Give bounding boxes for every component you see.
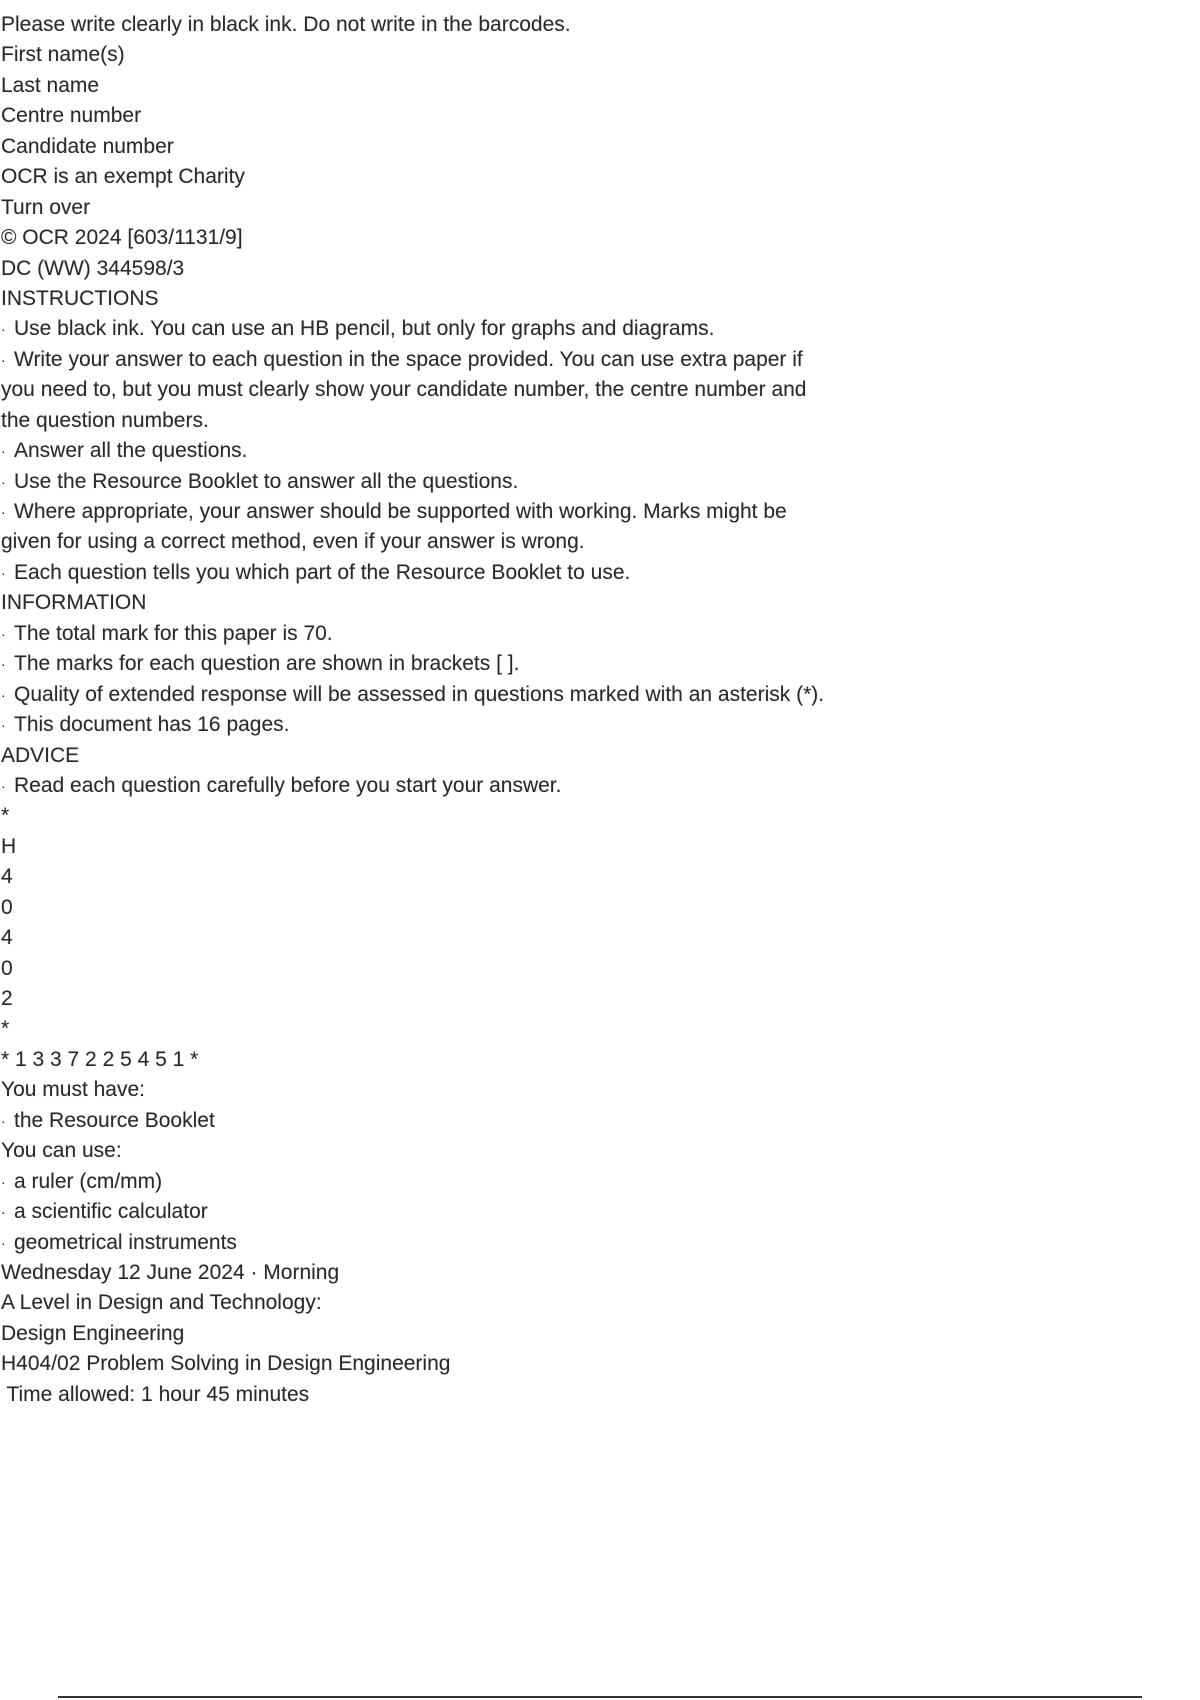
- bullet-glyph: ·: [1, 1173, 6, 1190]
- barcode-char: 4: [1, 926, 13, 950]
- instruction-item: [0, 467, 1200, 497]
- last-name-label: Last name: [1, 73, 100, 97]
- can-use-text: a scientific calculator: [14, 1200, 208, 1224]
- bullet-glyph: ·: [1, 564, 6, 581]
- information-text: Quality of extended response will be assessed in questions marked with an asterisk (*).: [14, 682, 825, 706]
- exam-cover-text: [0, 10, 1200, 1410]
- exempt-charity-note: OCR is an exempt Charity: [1, 165, 245, 189]
- turn-over-label: Turn over: [1, 195, 91, 219]
- instruction-item: [0, 314, 1200, 344]
- write-clearly-note: Please write clearly in black ink. Do not write in the barcodes.: [1, 13, 571, 36]
- bullet-glyph: ·: [1, 625, 6, 642]
- bullet-glyph: ·: [1, 1234, 6, 1251]
- bullet-glyph: ·: [1, 473, 6, 490]
- subject-title: Design Engineering: [1, 1321, 185, 1345]
- instruction-continuation: given for using a correct method, even if your answer is wrong.: [1, 530, 585, 554]
- exam-date: Wednesday 12 June 2024 · Morning: [1, 1260, 340, 1284]
- can-use-text: a ruler (cm/mm): [14, 1169, 163, 1193]
- barcode-number-line: * 1 3 3 7 2 2 5 4 5 1 *: [1, 1047, 199, 1071]
- information-item: [0, 680, 1200, 710]
- instruction-item: [0, 558, 1200, 588]
- information-item: [0, 710, 1200, 740]
- document-code: DC (WW) 344598/3: [1, 256, 185, 280]
- bullet-glyph: ·: [1, 717, 6, 734]
- instruction-text: Use the Resource Booklet to answer all the questions.: [14, 469, 519, 493]
- centre-number-label: Centre number: [1, 104, 142, 128]
- instruction-continuation: the question numbers.: [1, 408, 209, 432]
- time-allowed: Time allowed: 1 hour 45 minutes: [1, 1382, 310, 1406]
- bullet-glyph: ·: [1, 686, 6, 703]
- bullet-glyph: ·: [1, 656, 6, 673]
- bullet-glyph: ·: [1, 777, 6, 794]
- advice-item: [0, 771, 1200, 801]
- can-use-text: geometrical instruments: [14, 1230, 237, 1254]
- barcode-star-top: *: [1, 804, 10, 828]
- barcode-char: H: [1, 834, 17, 858]
- information-item: [0, 649, 1200, 679]
- must-have-text: the Resource Booklet: [14, 1108, 215, 1132]
- bullet-glyph: ·: [1, 1112, 6, 1129]
- advice-heading: ADVICE: [1, 743, 80, 767]
- barcode-char: 0: [1, 956, 13, 980]
- information-item: [0, 619, 1200, 649]
- can-use-item: [0, 1197, 1200, 1227]
- bullet-glyph: ·: [1, 504, 6, 520]
- must-have-item: [0, 1106, 1200, 1136]
- footer-rule: [58, 1696, 1142, 1698]
- must-have-label: You must have:: [1, 1078, 145, 1102]
- information-text: The total mark for this paper is 70.: [14, 621, 333, 645]
- instruction-text: Use black ink. You can use an HB pencil, but only for graphs and diagrams.: [14, 317, 715, 341]
- information-text: The marks for each question are shown in brackets [ ].: [14, 652, 520, 676]
- barcode-char: 4: [1, 865, 13, 889]
- copyright-line: © OCR 2024 [603/1131/9]: [1, 226, 243, 250]
- bullet-glyph: ·: [1, 351, 6, 368]
- can-use-label: You can use:: [1, 1139, 122, 1163]
- can-use-item: [0, 1167, 1200, 1197]
- candidate-number-label: Candidate number: [1, 134, 174, 158]
- instruction-text: Answer all the questions.: [14, 439, 248, 463]
- instruction-text: Where appropriate, your answer should be supported with working. Marks might be: [14, 500, 787, 523]
- advice-text: Read each question carefully before you start your answer.: [14, 773, 562, 797]
- bullet-glyph: ·: [1, 443, 6, 460]
- information-heading: INFORMATION: [1, 591, 147, 615]
- instruction-item: [0, 497, 1200, 527]
- bullet-glyph: ·: [1, 321, 6, 338]
- instruction-item: [0, 345, 1200, 375]
- barcode-char: 2: [1, 987, 13, 1010]
- can-use-item: [0, 1228, 1200, 1258]
- instruction-text: Write your answer to each question in the space provided. You can use extra paper if: [14, 347, 803, 371]
- instructions-heading: INSTRUCTIONS: [1, 286, 159, 310]
- paper-title: H404/02 Problem Solving in Design Engineering: [1, 1352, 451, 1376]
- instruction-text: Each question tells you which part of the Resource Booklet to use.: [14, 560, 631, 584]
- information-text: This document has 16 pages.: [14, 713, 290, 737]
- first-name-label: First name(s): [1, 43, 125, 67]
- barcode-char: 0: [1, 895, 13, 919]
- instruction-item: [0, 436, 1200, 466]
- qualification-title: A Level in Design and Technology:: [1, 1291, 322, 1315]
- barcode-star-bottom: *: [1, 1017, 10, 1041]
- bullet-glyph: ·: [1, 1204, 6, 1221]
- instruction-continuation: you need to, but you must clearly show your candidate number, the centre number and: [1, 378, 807, 402]
